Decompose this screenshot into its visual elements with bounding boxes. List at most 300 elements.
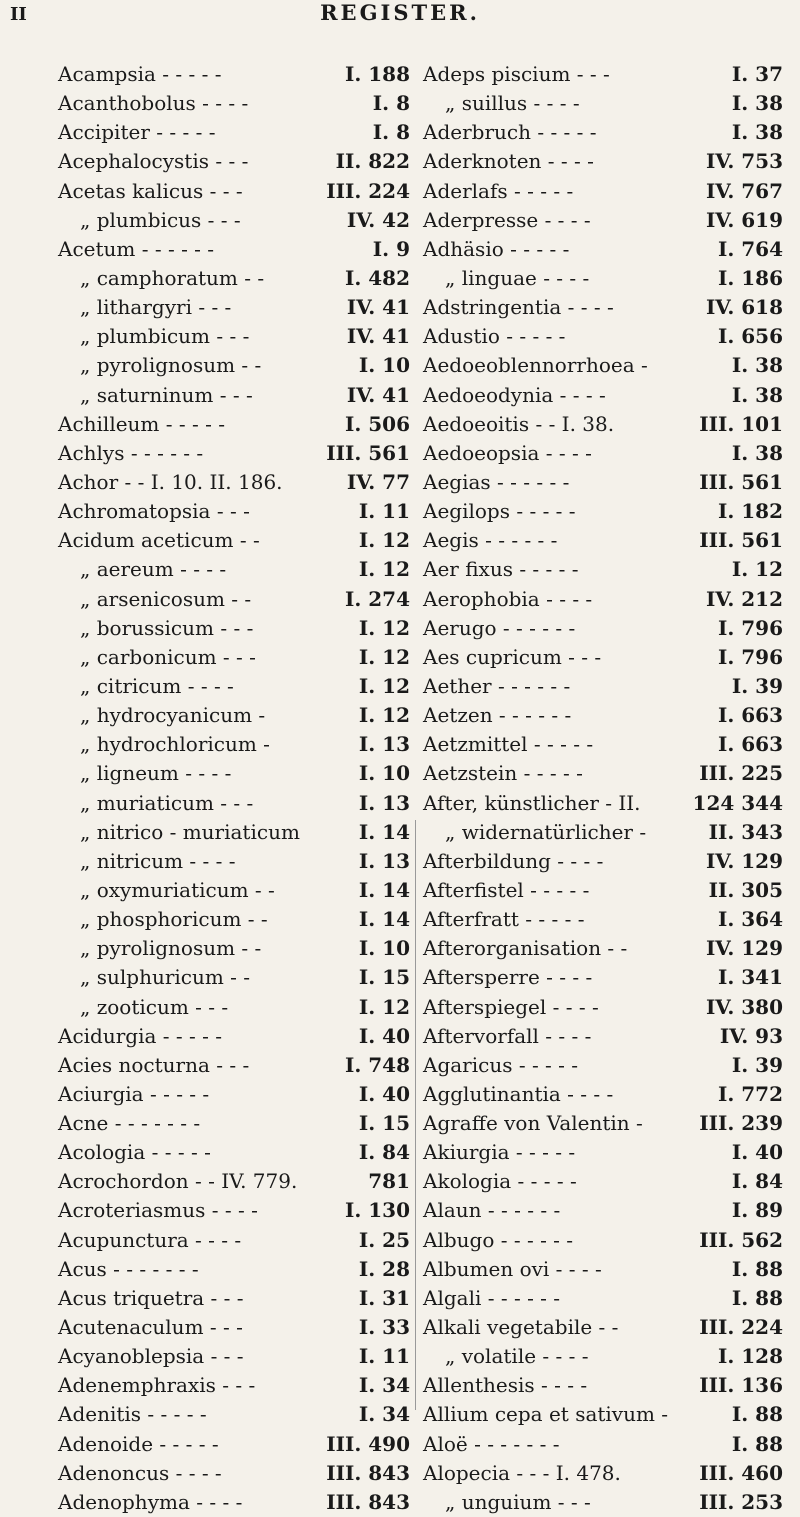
entry-term: „ unguium - - -	[445, 1489, 591, 1514]
register-entry	[423, 177, 783, 206]
entry-reference: III. 561	[326, 440, 410, 465]
entry-reference: I. 38	[731, 353, 783, 378]
register-entry	[423, 1488, 783, 1517]
entry-term: Alaun - - - - - -	[423, 1198, 561, 1223]
entry-reference: IV. 41	[346, 382, 410, 407]
register-entry	[423, 118, 783, 147]
register-entry	[58, 1488, 410, 1517]
entry-reference: I. 39	[731, 673, 783, 698]
entry-reference: I. 40	[731, 1140, 783, 1165]
entry-reference: I. 38	[731, 382, 783, 407]
entry-term: „ carbonicum - - -	[80, 644, 256, 669]
entry-term: „ borussicum - - -	[80, 615, 254, 640]
entry-term: „ nitricum - - - -	[80, 848, 236, 873]
entry-term: Afterorganisation - -	[423, 936, 628, 961]
register-entry	[423, 89, 783, 118]
entry-term: „ pyrolignosum - -	[80, 353, 262, 378]
register-entry	[423, 934, 783, 963]
entry-reference: I. 13	[358, 848, 410, 873]
entry-term: Adenoide - - - - -	[58, 1431, 219, 1456]
entry-reference: I. 12	[358, 557, 410, 582]
entry-term: „ oxymuriaticum - -	[80, 877, 275, 902]
entry-term: Aedoeoitis - - I. 38.	[423, 411, 615, 436]
entry-term: „ plumbicum - - -	[80, 324, 250, 349]
entry-reference: IV. 767	[705, 178, 783, 203]
entry-reference: I. 8	[372, 120, 410, 145]
entry-term: Afterspiegel - - - -	[423, 994, 599, 1019]
entry-term: „ hydrochloricum -	[80, 732, 270, 757]
entry-term: „ nitrico - muriaticum	[80, 819, 300, 844]
entry-reference: III. 460	[699, 1460, 783, 1485]
entry-reference: I. 764	[717, 236, 783, 261]
entry-reference: I. 10	[358, 761, 410, 786]
entry-term: „ zooticum - - -	[80, 994, 229, 1019]
entry-term: „ lithargyri - - -	[80, 295, 232, 320]
entry-reference: I. 274	[344, 586, 410, 611]
register-entry	[58, 847, 410, 876]
register-entry	[58, 322, 410, 351]
page-number: II	[10, 4, 27, 25]
entry-reference: I. 12	[358, 615, 410, 640]
entry-term: „ muriaticum - - -	[80, 790, 254, 815]
entry-term: Acidurgia - - - - -	[58, 1023, 222, 1048]
entry-term: Adenemphraxis - - -	[58, 1373, 256, 1398]
register-entry	[58, 206, 410, 235]
register-entry	[423, 439, 783, 468]
entry-reference: I. 482	[344, 265, 410, 290]
entry-term: Achor - - I. 10. II. 186.	[58, 469, 283, 494]
entry-term: Acupunctura - - - -	[58, 1227, 242, 1252]
entry-term: Acies nocturna - - -	[58, 1052, 250, 1077]
entry-reference: I. 28	[358, 1256, 410, 1281]
entry-reference: I. 31	[358, 1285, 410, 1310]
entry-term: Adenophyma - - - -	[58, 1489, 243, 1514]
register-entry	[58, 614, 410, 643]
entry-term: Acroteriasmus - - - -	[58, 1198, 258, 1223]
entry-reference: I. 88	[731, 1402, 783, 1427]
entry-term: Aftersperre - - - -	[423, 965, 593, 990]
register-entry	[58, 410, 410, 439]
entry-term: Acanthobolus - - - -	[58, 91, 249, 116]
register-entry	[423, 1371, 783, 1400]
register-entry	[423, 1138, 783, 1167]
register-entry	[58, 351, 410, 380]
entry-term: Aciurgia - - - - -	[58, 1081, 210, 1106]
entry-term: „ hydrocyanicum -	[80, 703, 266, 728]
entry-reference: IV. 618	[705, 295, 783, 320]
register-entry	[58, 1430, 410, 1459]
entry-term: „ linguae - - - -	[445, 265, 590, 290]
entry-term: Adeps piscium - - -	[423, 62, 610, 86]
entry-reference: I. 506	[344, 411, 410, 436]
entry-reference: I. 11	[358, 1344, 410, 1369]
entry-term: Adenoncus - - - -	[58, 1460, 222, 1485]
entry-reference: III. 101	[699, 411, 783, 436]
entry-term: „ ligneum - - - -	[80, 761, 232, 786]
entry-term: Agraffe von Valentin -	[423, 1111, 643, 1136]
entry-term: Acne - - - - - - -	[58, 1111, 201, 1136]
register-entry	[423, 381, 783, 410]
entry-reference: I. 13	[358, 790, 410, 815]
entry-reference: I. 341	[717, 965, 783, 990]
entry-reference: IV. 93	[719, 1023, 783, 1048]
register-entry	[58, 526, 410, 555]
register-entry	[423, 351, 783, 380]
entry-reference: I. 796	[717, 644, 783, 669]
register-entry	[423, 730, 783, 759]
register-entry	[423, 1284, 783, 1313]
entry-reference: I. 656	[717, 324, 783, 349]
entry-reference: I. 12	[358, 994, 410, 1019]
entry-reference: III. 253	[699, 1489, 783, 1514]
entry-reference: III. 843	[326, 1460, 410, 1485]
entry-term: Agglutinantia - - - -	[423, 1081, 614, 1106]
register-entry	[58, 1109, 410, 1138]
entry-term: „ camphoratum - -	[80, 265, 265, 290]
entry-term: Aedoeopsia - - - -	[423, 440, 592, 465]
entry-reference: I. 8	[372, 91, 410, 116]
entry-term: „ arsenicosum - -	[80, 586, 252, 611]
entry-reference: IV. 77	[346, 469, 410, 494]
entry-term: Aerugo - - - - - -	[423, 615, 576, 640]
entry-term: Acephalocystis - - -	[58, 149, 249, 174]
register-entry	[423, 963, 783, 992]
entry-term: Acrochordon - - IV. 779.	[58, 1169, 298, 1194]
entry-reference: I. 40	[358, 1023, 410, 1048]
register-entry	[58, 876, 410, 905]
register-entry	[58, 1313, 410, 1342]
entry-term: Achilleum - - - - -	[58, 411, 225, 436]
entry-reference: II. 343	[708, 819, 783, 844]
register-entry	[58, 759, 410, 788]
entry-reference: I. 12	[731, 557, 783, 582]
entry-term: Aetzen - - - - - -	[423, 703, 572, 728]
register-entry	[58, 963, 410, 992]
column-divider	[415, 820, 416, 1410]
entry-reference: I. 12	[358, 703, 410, 728]
entry-reference: IV. 129	[705, 936, 783, 961]
entry-reference: II. 305	[708, 877, 783, 902]
entry-reference: I. 14	[358, 819, 410, 844]
register-entry	[423, 1022, 783, 1051]
entry-term: Aderpresse - - - -	[423, 207, 591, 232]
entry-term: Aer fixus - - - - -	[423, 557, 579, 582]
entry-reference: IV. 41	[346, 295, 410, 320]
register-entry	[58, 1459, 410, 1488]
register-entry	[58, 1342, 410, 1371]
entry-term: Afterfratt - - - - -	[423, 907, 585, 932]
entry-term: Aedoeodynia - - - -	[423, 382, 606, 407]
entry-reference: I. 38	[731, 91, 783, 116]
entry-reference: I. 12	[358, 644, 410, 669]
register-entry	[423, 1109, 783, 1138]
register-entry	[58, 1255, 410, 1284]
register-entry	[58, 1226, 410, 1255]
register-entry	[423, 789, 783, 818]
register-entry	[58, 439, 410, 468]
register-entry	[58, 89, 410, 118]
entry-term: Acetum - - - - - -	[58, 236, 215, 261]
register-entry	[423, 701, 783, 730]
entry-reference: I. 182	[717, 499, 783, 524]
entry-reference: I. 12	[358, 528, 410, 553]
register-entry	[423, 1080, 783, 1109]
entry-reference: III. 561	[699, 528, 783, 553]
register-entry	[58, 1400, 410, 1429]
entry-term: Aetzmittel - - - - -	[423, 732, 594, 757]
register-entry	[423, 147, 783, 176]
entry-reference: I. 10	[358, 936, 410, 961]
entry-term: Alkali vegetabile - -	[423, 1315, 619, 1340]
register-entry	[58, 701, 410, 730]
entry-reference: 124 344	[692, 790, 783, 815]
entry-term: Akologia - - - - -	[423, 1169, 577, 1194]
entry-term: „ sulphuricum - -	[80, 965, 251, 990]
register-entry	[58, 1196, 410, 1225]
register-entry	[423, 555, 783, 584]
entry-reference: III. 562	[699, 1227, 783, 1252]
register-entry	[423, 235, 783, 264]
right-column	[423, 60, 783, 1517]
entry-term: „ suillus - - - -	[445, 91, 580, 116]
entry-reference: III. 136	[699, 1373, 783, 1398]
entry-term: Aether - - - - - -	[423, 673, 571, 698]
entry-reference: III. 561	[699, 469, 783, 494]
entry-term: Albumen ovi - - - -	[423, 1256, 602, 1281]
register-entry	[58, 1371, 410, 1400]
entry-term: Aderbruch - - - - -	[423, 120, 597, 145]
entry-term: Aderlafs - - - - -	[423, 178, 574, 203]
register-entry	[423, 1255, 783, 1284]
entry-term: Aegilops - - - - -	[423, 499, 576, 524]
register-entry	[58, 934, 410, 963]
entry-term: Aetzstein - - - - -	[423, 761, 583, 786]
register-entry	[58, 672, 410, 701]
entry-reference: I. 89	[731, 1198, 783, 1223]
register-entry	[58, 1051, 410, 1080]
register-entry	[423, 585, 783, 614]
entry-reference: 781	[368, 1169, 410, 1194]
register-entry	[423, 759, 783, 788]
entry-reference: I. 15	[358, 965, 410, 990]
entry-term: „ saturninum - - -	[80, 382, 253, 407]
entry-term: Aegias - - - - - -	[423, 469, 570, 494]
register-entry	[423, 1196, 783, 1225]
register-entry	[423, 206, 783, 235]
register-entry	[423, 60, 783, 89]
entry-term: „ citricum - - - -	[80, 673, 234, 698]
entry-term: Aderknoten - - - -	[423, 149, 594, 174]
entry-term: „ plumbicus - - -	[80, 207, 241, 232]
entry-reference: III. 239	[699, 1111, 783, 1136]
register-entry	[58, 468, 410, 497]
entry-reference: I. 10	[358, 353, 410, 378]
register-entry	[423, 1400, 783, 1429]
entry-reference: III. 224	[326, 178, 410, 203]
entry-reference: IV. 42	[346, 207, 410, 232]
entry-reference: I. 663	[717, 703, 783, 728]
entry-term: Algali - - - - - -	[423, 1285, 561, 1310]
register-entry	[423, 1167, 783, 1196]
register-entry	[58, 118, 410, 147]
entry-term: Adustio - - - - -	[423, 324, 566, 349]
entry-term: „ volatile - - - -	[445, 1344, 589, 1369]
register-entry	[423, 818, 783, 847]
register-entry	[58, 497, 410, 526]
entry-term: Allium cepa et sativum -	[423, 1402, 669, 1427]
entry-reference: III. 490	[326, 1431, 410, 1456]
register-entry	[423, 993, 783, 1022]
register-entry	[58, 177, 410, 206]
register-entry	[58, 643, 410, 672]
register-entry	[58, 1167, 410, 1196]
entry-term: Acyanoblepsia - - -	[58, 1344, 244, 1369]
entry-reference: IV. 129	[705, 848, 783, 873]
register-entry	[423, 322, 783, 351]
entry-reference: I. 14	[358, 877, 410, 902]
entry-reference: I. 37	[731, 62, 783, 86]
entry-reference: IV. 380	[705, 994, 783, 1019]
register-entry	[423, 876, 783, 905]
entry-reference: I. 772	[717, 1081, 783, 1106]
register-entry	[58, 585, 410, 614]
entry-reference: I. 39	[731, 1052, 783, 1077]
entry-reference: IV. 41	[346, 324, 410, 349]
register-entry	[58, 147, 410, 176]
entry-term: Alopecia - - - I. 478.	[423, 1460, 621, 1485]
entry-term: „ pyrolignosum - -	[80, 936, 262, 961]
register-entry	[423, 410, 783, 439]
entry-reference: I. 15	[358, 1111, 410, 1136]
register-entry	[423, 1313, 783, 1342]
register-entry	[423, 672, 783, 701]
entry-term: Adhäsio - - - - -	[423, 236, 570, 261]
entry-reference: I. 34	[358, 1402, 410, 1427]
entry-reference: I. 38	[731, 440, 783, 465]
entry-reference: I. 12	[358, 673, 410, 698]
entry-term: Aftervorfall - - - -	[423, 1023, 592, 1048]
entry-term: Adstringentia - - - -	[423, 295, 614, 320]
entry-term: Agaricus - - - - -	[423, 1052, 579, 1077]
entry-reference: III. 225	[699, 761, 783, 786]
register-entry	[58, 818, 410, 847]
entry-reference: I. 364	[717, 907, 783, 932]
register-entry	[423, 905, 783, 934]
entry-reference: III. 843	[326, 1489, 410, 1514]
entry-reference: I. 34	[358, 1373, 410, 1398]
entry-term: Aegis - - - - - -	[423, 528, 558, 553]
register-entry	[423, 1342, 783, 1371]
register-entry	[58, 1080, 410, 1109]
register-entry	[58, 1022, 410, 1051]
register-entry	[58, 293, 410, 322]
entry-term: Aloë - - - - - - -	[423, 1431, 560, 1456]
entry-term: Aerophobia - - - -	[423, 586, 593, 611]
entry-reference: I. 663	[717, 732, 783, 757]
entry-term: „ aereum - - - -	[80, 557, 227, 582]
register-entry	[58, 993, 410, 1022]
register-entry	[58, 381, 410, 410]
entry-reference: I. 14	[358, 907, 410, 932]
entry-term: Accipiter - - - - -	[58, 120, 216, 145]
register-entry	[58, 905, 410, 934]
entry-term: „ phosphoricum - -	[80, 907, 268, 932]
register-entry	[423, 1226, 783, 1255]
entry-reference: I. 11	[358, 499, 410, 524]
entry-term: Acus - - - - - - -	[58, 1256, 199, 1281]
register-entry	[58, 264, 410, 293]
register-entry	[58, 1138, 410, 1167]
register-entry	[58, 1284, 410, 1313]
entry-term: Acutenaculum - - -	[58, 1315, 243, 1340]
entry-reference: I. 84	[358, 1140, 410, 1165]
left-column	[58, 60, 410, 1517]
entry-term: Aes cupricum - - -	[423, 644, 602, 669]
entry-term: „ widernatürlicher -	[445, 819, 647, 844]
register-entry	[423, 526, 783, 555]
entry-reference: I. 84	[731, 1169, 783, 1194]
entry-reference: III. 224	[699, 1315, 783, 1340]
entry-term: Afterfistel - - - - -	[423, 877, 590, 902]
entry-term: Adenitis - - - - -	[58, 1402, 207, 1427]
entry-reference: I. 796	[717, 615, 783, 640]
entry-reference: I. 88	[731, 1285, 783, 1310]
entry-term: Acetas kalicus - - -	[58, 178, 243, 203]
entry-term: Afterbildung - - - -	[423, 848, 604, 873]
register-entry	[423, 1051, 783, 1080]
entry-reference: IV. 619	[705, 207, 783, 232]
entry-term: After, künstlicher - II.	[423, 790, 641, 815]
register-entry	[423, 468, 783, 497]
register-entry	[58, 235, 410, 264]
register-entry	[423, 293, 783, 322]
entry-reference: I. 188	[344, 62, 410, 86]
entry-reference: I. 38	[731, 120, 783, 145]
entry-reference: I. 88	[731, 1256, 783, 1281]
entry-term: Achlys - - - - - -	[58, 440, 204, 465]
entry-reference: I. 88	[731, 1431, 783, 1456]
register-entry	[423, 614, 783, 643]
entry-reference: I. 186	[717, 265, 783, 290]
register-entry	[423, 1430, 783, 1459]
register-entry	[58, 555, 410, 584]
entry-term: Albugo - - - - - -	[423, 1227, 574, 1252]
entry-reference: I. 128	[717, 1344, 783, 1369]
entry-reference: IV. 753	[705, 149, 783, 174]
entry-reference: I. 25	[358, 1227, 410, 1252]
entry-reference: I. 748	[344, 1052, 410, 1077]
entry-term: Allenthesis - - - -	[423, 1373, 588, 1398]
entry-reference: I. 40	[358, 1081, 410, 1106]
register-entry	[58, 789, 410, 818]
entry-term: Acus triquetra - - -	[58, 1285, 244, 1310]
register-entry	[58, 730, 410, 759]
register-entry	[423, 847, 783, 876]
entry-reference: I. 9	[372, 236, 410, 261]
page-title: REGISTER.	[320, 0, 480, 25]
entry-term: Acologia - - - - -	[58, 1140, 211, 1165]
entry-reference: II. 822	[335, 149, 410, 174]
entry-reference: I. 130	[344, 1198, 410, 1223]
register-entry	[423, 643, 783, 672]
entry-reference: I. 33	[358, 1315, 410, 1340]
entry-term: Achromatopsia - - -	[58, 499, 250, 524]
entry-term: Acampsia - - - - -	[58, 62, 222, 86]
entry-term: Acidum aceticum - -	[58, 528, 260, 553]
entry-term: Aedoeoblennorrhoea -	[423, 353, 648, 378]
entry-term: Akiurgia - - - - -	[423, 1140, 576, 1165]
entry-reference: I. 13	[358, 732, 410, 757]
